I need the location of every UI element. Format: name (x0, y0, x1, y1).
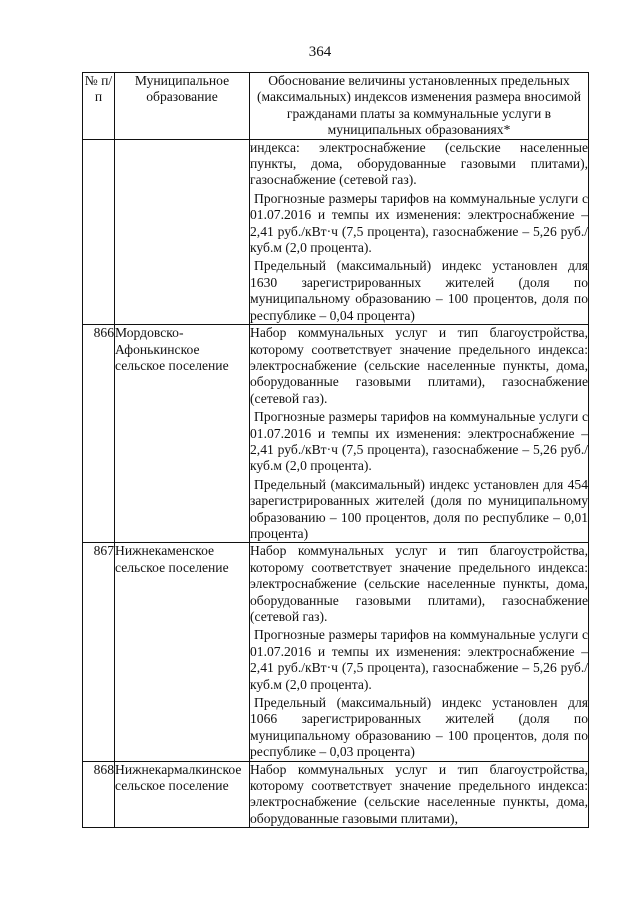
paragraph-service-set: Набор коммунальных услуг и тип благоустройства, которому соответствует значение предельного индекса: электроснабжение (сельские населенные пункты, дома, оборудованные газовыми плитами), газоснабжение (сетевой газ). (250, 543, 588, 624)
paragraph-tariffs: Прогнозные размеры тарифов на коммунальные услуги с 01.07.2016 и темпы их изменения: электроснабжение – 2,41 руб./кВт·ч (7,5 процента), газоснабжение – 5,26 руб./куб.м (2,0 процента). (250, 627, 588, 692)
cell-municipality-empty (115, 139, 250, 324)
header-municipality: Муниципальное образование (115, 73, 250, 140)
header-justification: Обоснование величины установленных предельных (максимальных) индексов изменения размера вносимой гражданами платы за коммунальные услуги в муниципальных образованиях* (250, 73, 589, 140)
cell-number: 868 (83, 761, 115, 828)
paragraph-service-set: Набор коммунальных услуг и тип благоустройства, которому соответствует значение предельного индекса: электроснабжение (сельские населенные пункты, дома, оборудованные газовыми плитами), газоснабжение (сетевой газ). (250, 325, 588, 406)
paragraph-service-set: Набор коммунальных услуг и тип благоустройства, которому соответствует значение предельного индекса: электроснабжение (сельские населенные пункты, дома, оборудованные газовыми плитами), (250, 761, 588, 826)
table-row (83, 761, 589, 828)
table-row (83, 325, 589, 543)
cell-justification (250, 139, 589, 324)
cell-justification (250, 325, 589, 543)
paragraph-limit-index: Предельный (максимальный) индекс установлен для 1066 зарегистрированных жителей (доля по муниципальному образованию – 100 процентов, доля по республике – 0,03 процента) (250, 695, 588, 760)
cell-justification (250, 761, 589, 828)
paragraph-limit-index: Предельный (максимальный) индекс установлен для 454 зарегистрированных жителей (доля по муниципальному образованию – 100 процентов, доля по республике – 0,01 процента) (250, 476, 588, 541)
paragraph-limit-index: Предельный (максимальный) индекс установлен для 1630 зарегистрированных жителей (доля по муниципальному образованию – 100 процентов, доля по республике – 0,04 процента) (250, 258, 588, 323)
table-row (83, 543, 589, 761)
paragraph-tariffs: Прогнозные размеры тарифов на коммунальные услуги с 01.07.2016 и темпы их изменения: электроснабжение – 2,41 руб./кВт·ч (7,5 процента), газоснабжение – 5,26 руб./куб.м (2,0 процента). (250, 409, 588, 474)
cell-municipality: Мордовско-Афонькинское сельское поселение (115, 325, 250, 543)
table-row-continuation (83, 139, 589, 324)
paragraph-tariffs: Прогнозные размеры тарифов на коммунальные услуги с 01.07.2016 и темпы их изменения: электроснабжение – 2,41 руб./кВт·ч (7,5 процента), газоснабжение – 5,26 руб./куб.м (2,0 процента). (250, 190, 588, 256)
cell-number-empty (83, 139, 115, 324)
page-number: 364 (308, 44, 332, 60)
cell-municipality: Нижнекармалкинское сельское поселение (115, 761, 250, 828)
header-number: № п/п (83, 73, 115, 140)
tariff-index-table (82, 72, 589, 828)
paragraph-service-set: индекса: электроснабжение (сельские населенные пункты, дома, оборудованные газовыми плитами), газоснабжение (сетевой газ). (250, 139, 588, 188)
cell-number: 867 (83, 543, 115, 761)
table-header-row (83, 73, 589, 140)
cell-number: 866 (83, 325, 115, 543)
cell-justification (250, 543, 589, 761)
cell-municipality: Нижнекаменское сельское поселение (115, 543, 250, 761)
